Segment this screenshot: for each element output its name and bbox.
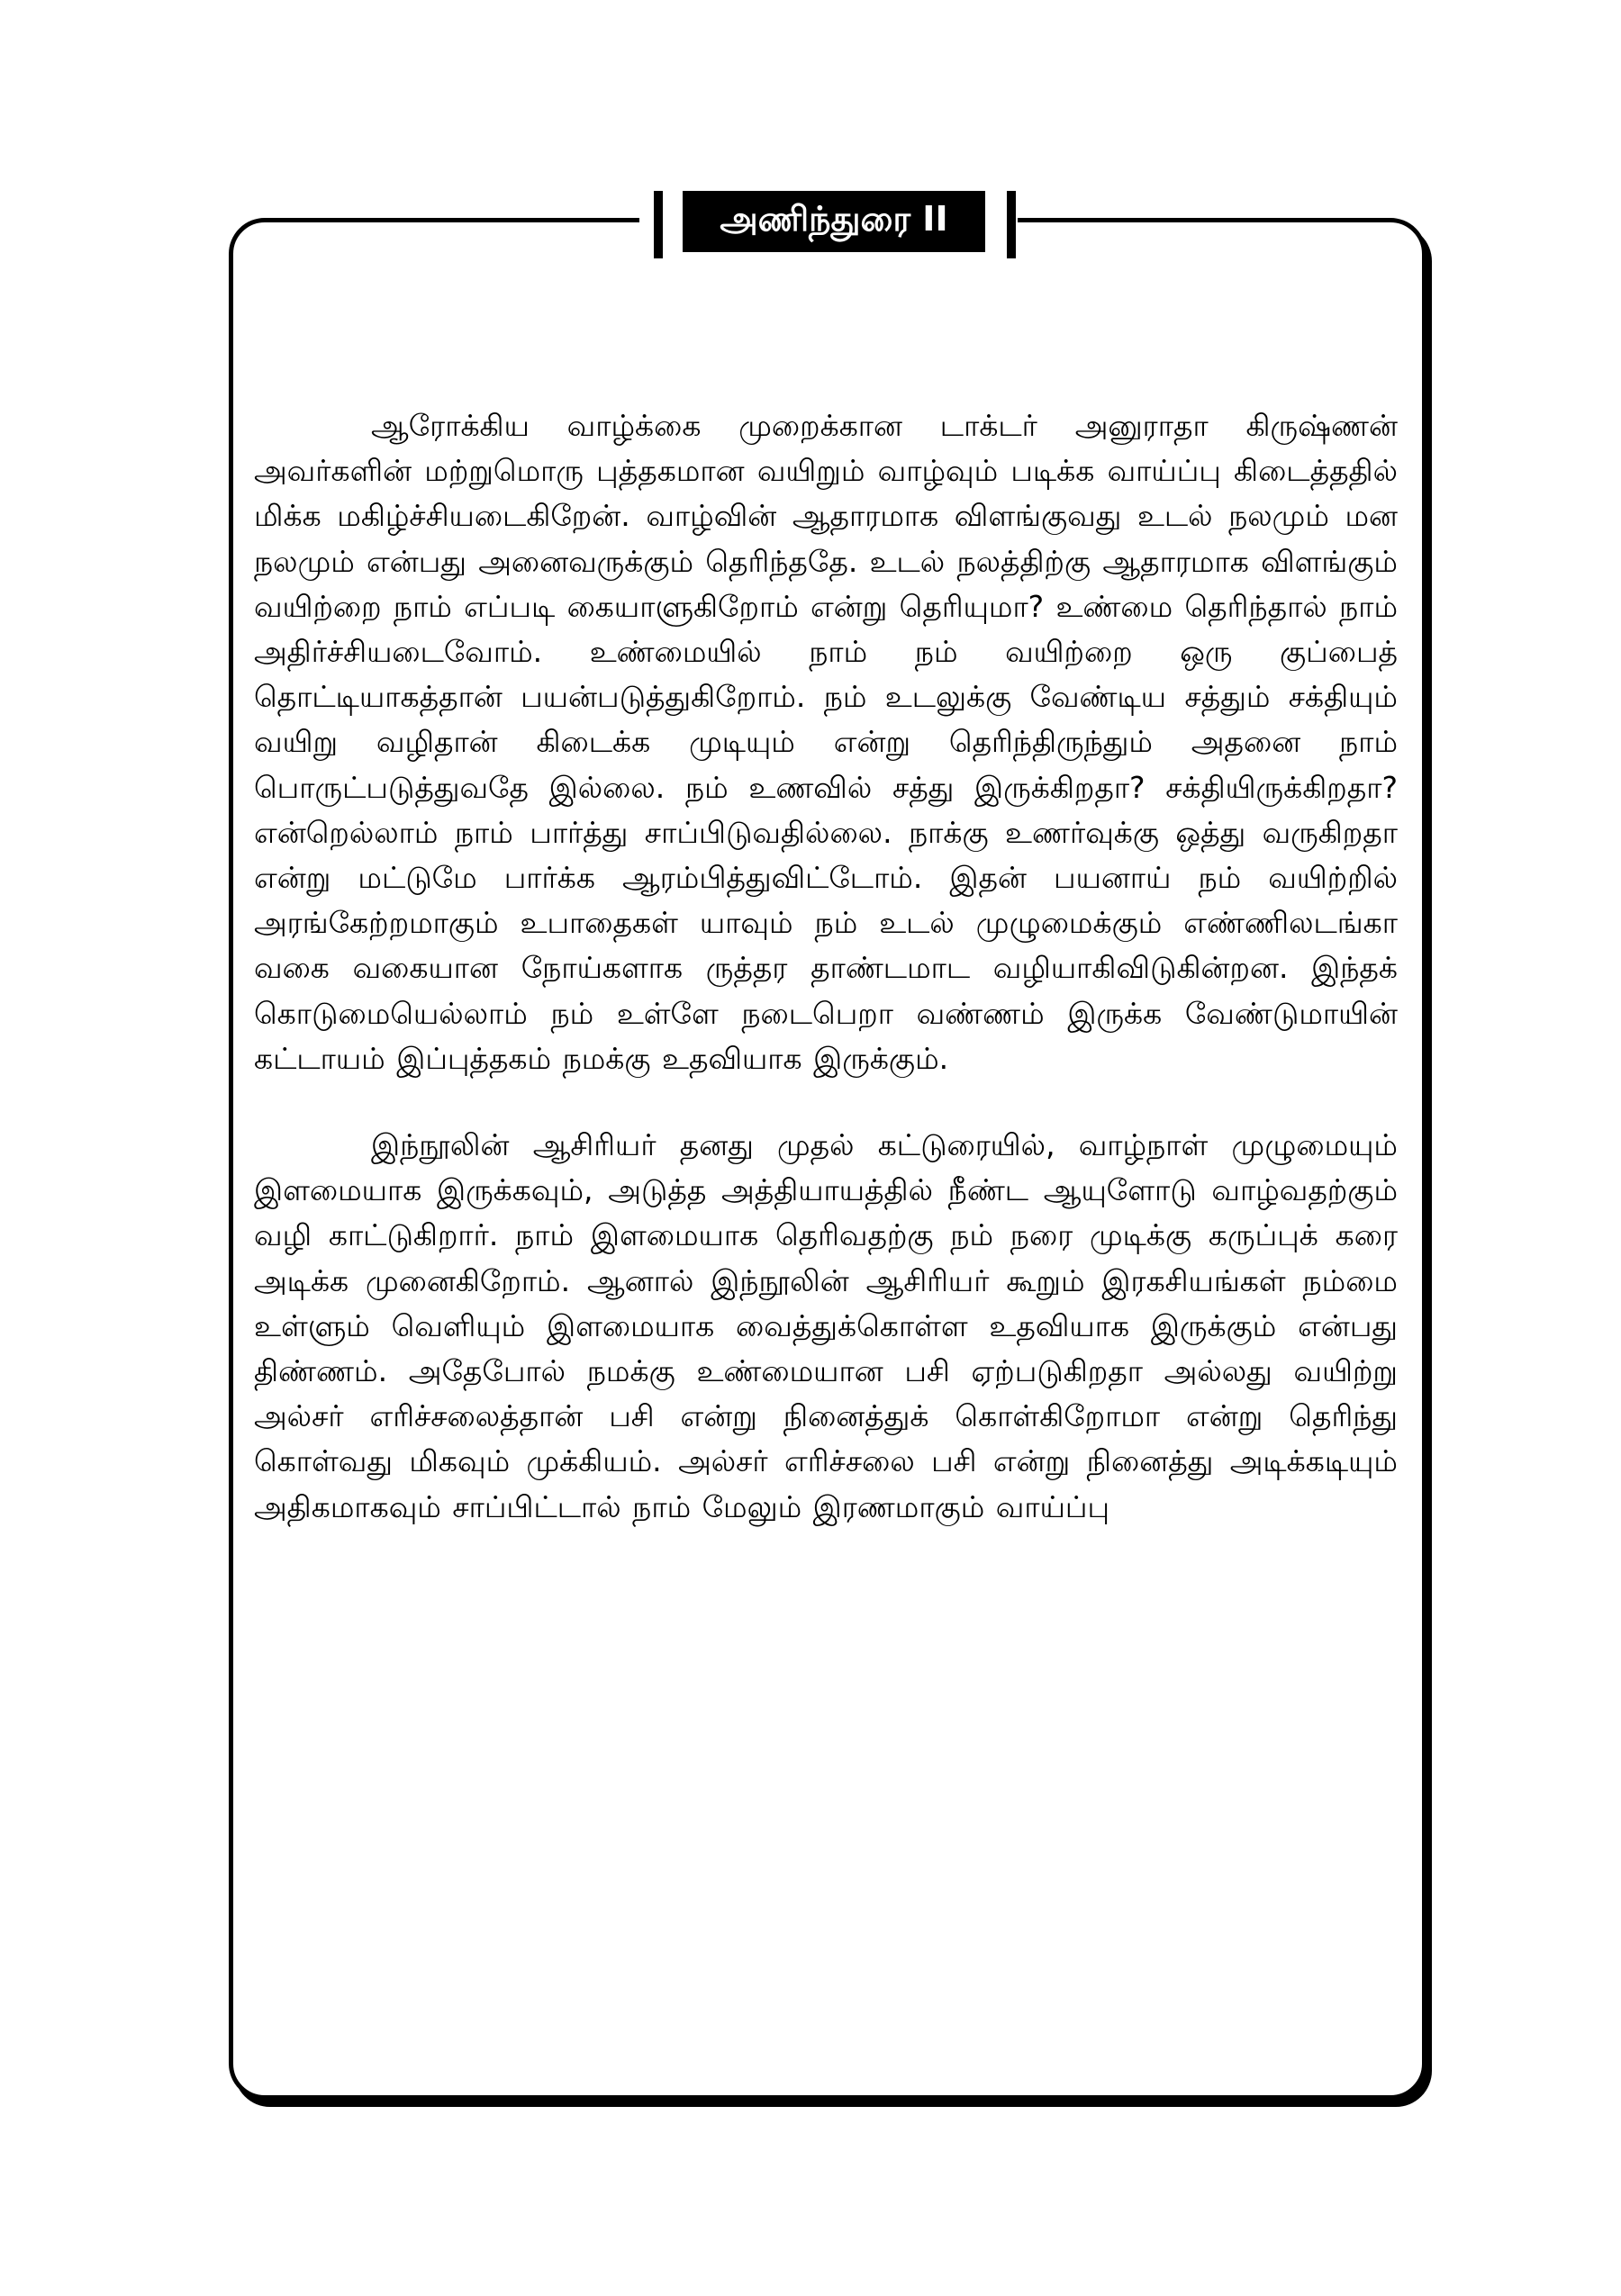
title-bar-left bbox=[654, 191, 663, 258]
page-title: அணிந்துரை II bbox=[683, 191, 985, 252]
paragraph-2: இந்நூலின் ஆசிரியர் தனது முதல் கட்டுரையில், வாழ்நாள் முழுமையும் இளமையாக இருக்கவும், அடுத்த அத்தியாயத்தில் நீண்ட ஆயுளோடு வாழ்வதற்கும் வழி காட்டுகிறார். நாம் இளமையாக தெரிவதற்கு நம் நரை முடிக்கு கருப்புக் கரை அடிக்க முனைகிறோம். ஆனால் இந்நூலின் ஆசிரியர் கூறும் இரகசியங்கள் நம்மை உள்ளும் வெளியும் இளமையாக வைத்துக்கொள்ள உதவியாக இருக்கும் என்பது திண்ணம். அதேபோல் நமக்கு உண்மையான பசி ஏற்படுகிறதா அல்லது வயிற்று அல்சர் எரிச்சலைத்தான் பசி என்று நினைத்துக் கொள்கிறோமா என்று தெரிந்து கொள்வது மிகவும் முக்கியம். அல்சர் எரிச்சலை பசி என்று நினைத்து அடிக்கடியும் அதிகமாகவும் சாப்பிட்டால் நாம் மேலும் இரணமாகும் வாய்ப்பு bbox=[254, 1127, 1398, 1524]
title-bar-right bbox=[1007, 191, 1016, 258]
paragraph-1: ஆரோக்கிய வாழ்க்கை முறைக்கான டாக்டர் அனுராதா கிருஷ்ணன் அவர்களின் மற்றுமொரு புத்தகமான வயிறும் வாழ்வும் படிக்க வாய்ப்பு கிடைத்ததில் மிக்க மகிழ்ச்சியடைகிறேன். வாழ்வின் ஆதாரமாக விளங்குவது உடல் நலமும் மன நலமும் என்பது அனைவருக்கும் தெரிந்ததே. உடல் நலத்திற்கு ஆதாரமாக விளங்கும் வயிற்றை நாம் எப்படி கையாளுகிறோம் என்று தெரியுமா? உண்மை தெரிந்தால் நாம் அதிர்ச்சியடைவோம். உண்மையில் நாம் நம் வயிற்றை ஒரு குப்பைத் தொட்டியாகத்தான் பயன்படுத்துகிறோம். நம் உடலுக்கு வேண்டிய சத்தும் சக்தியும் வயிறு வழிதான் கிடைக்க முடியும் என்று தெரிந்திருந்தும் அதனை நாம் பொருட்படுத்துவதே இல்லை. நம் உணவில் சத்து இருக்கிறதா? சக்தியிருக்கிறதா? என்றெல்லாம் நாம் பார்த்து சாப்பிடுவதில்லை. நாக்கு உணர்வுக்கு ஒத்து வருகிறதா என்று மட்டுமே பார்க்க ஆரம்பித்துவிட்டோம். இதன் பயனாய் நம் வயிற்றில் அரங்கேற்றமாகும் உபாதைகள் யாவும் நம் உடல் முழுமைக்கும் எண்ணிலடங்கா வகை வகையான நோய்களாக ருத்தர தாண்டமாட வழியாகிவிடுகின்றன. இந்தக் கொடுமையெல்லாம் நம் உள்ளே நடைபெறா வண்ணம் இருக்க வேண்டுமாயின் கட்டாயம் இப்புத்தகம் நமக்கு உதவியாக இருக்கும். bbox=[254, 408, 1398, 1076]
body-text bbox=[254, 403, 1398, 1530]
